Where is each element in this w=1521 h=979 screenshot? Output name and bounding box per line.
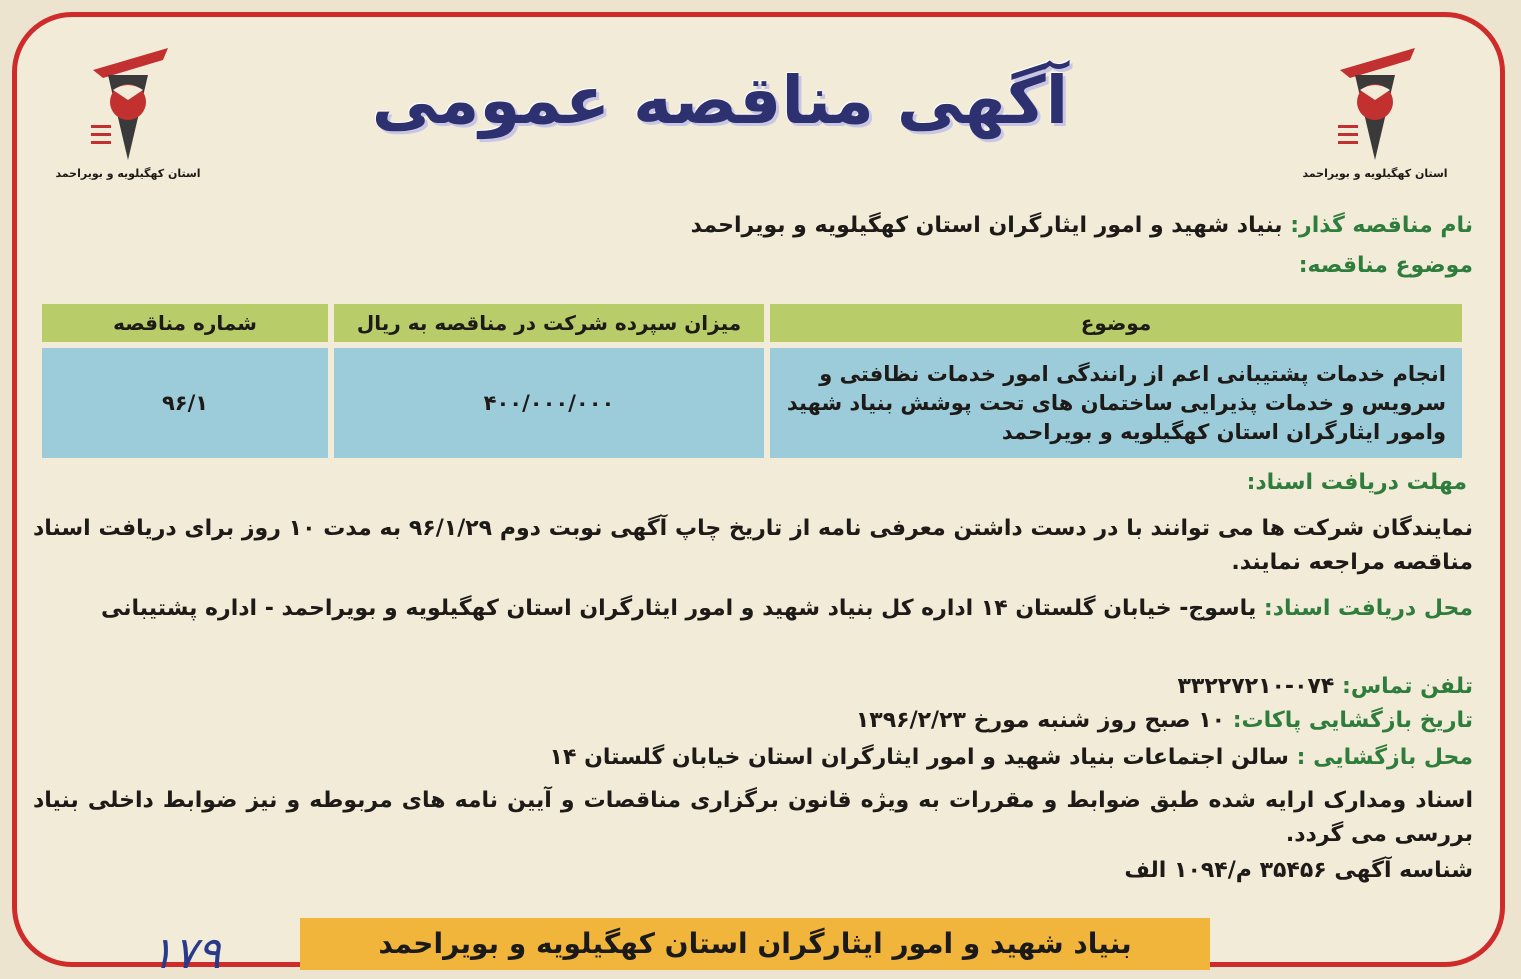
cell-subject: انجام خدمات پشتیبانی اعم از رانندگی امور خدمات نظافتی و سرویس و خدمات پذیرایی ساختمان های تحت پوشش بنیاد شهید وامور ایثارگران استان کهگیلویه و بویراحمد — [770, 348, 1462, 458]
location-value: یاسوج- خیابان گلستان ۱۴ اداره کل بنیاد شهید و امور ایثارگران استان کهگیلویه و بویراحمد - اداره پشتیبانی — [101, 596, 1257, 621]
cell-number: ۹۶/۱ — [42, 348, 328, 458]
tender-giver-label: نام مناقصه گذار: — [1290, 213, 1473, 238]
phone-value: ۰۷۴-۳۳۲۲۷۲۱۰ — [1177, 674, 1335, 699]
subject-line — [1299, 253, 1473, 278]
deadline-heading — [1247, 470, 1467, 495]
subject-label: موضوع مناقصه: — [1298, 253, 1473, 278]
deadline-label: مهلت دریافت اسناد: — [1246, 470, 1467, 495]
bonyad-emblem-icon — [73, 40, 183, 165]
bonyad-emblem-icon — [1320, 40, 1430, 165]
header-number: شماره مناقصه — [42, 304, 328, 342]
header-deposit: میزان سپرده شرکت در مناقصه به ریال — [334, 304, 764, 342]
tender-table — [36, 298, 1468, 464]
opening-date-label: تاریخ بازگشایی پاکات: — [1232, 708, 1473, 733]
logo-right — [1285, 40, 1465, 180]
opening-date-value: ۱۰ صبح روز شنبه مورخ ۱۳۹۶/۲/۲۳ — [855, 708, 1226, 733]
deadline-paragraph: نمایندگان شرکت ها می توانند با در دست داشتن معرفی نامه از تاریخ چاپ آگهی نوبت دوم ۹۶/۱/۲۹ به مدت ۱۰ روز برای دریافت اسناد مناقصه مراجعه نمایند. — [33, 516, 1473, 575]
logo-caption-right: استان کهگیلویه و بویراحمد — [1302, 167, 1448, 180]
handwritten-page-mark: ۱۷۹ — [150, 928, 221, 979]
opening-date-line — [856, 708, 1473, 733]
phone-label: تلفن تماس: — [1342, 674, 1473, 699]
location-label: محل دریافت اسناد: — [1263, 596, 1473, 621]
table-row — [42, 348, 1462, 458]
documents-paragraph: اسناد ومدارک ارایه شده طبق ضوابط و مقررات به ویژه قانون برگزاری مناقصات و آیین نامه های مربوطه و نیز ضوابط داخلی بنیاد بررسی می گردد. — [33, 788, 1473, 847]
table-header-row — [42, 304, 1462, 342]
notice-title: آگهی مناقصه عمومی — [371, 62, 1069, 139]
cell-deposit: ۴۰۰/۰۰۰/۰۰۰ — [334, 348, 764, 458]
ad-id-line: شناسه آگهی ۳۵۴۵۶ م/۱۰۹۴ الف — [1124, 858, 1473, 883]
opening-place-label: محل بازگشایی : — [1296, 745, 1473, 770]
header-subject: موضوع — [770, 304, 1462, 342]
logo-caption-left: استان کهگیلویه و بویراحمد — [55, 167, 201, 180]
location-paragraph — [33, 592, 1473, 626]
tender-giver-line — [691, 213, 1473, 238]
tender-giver-value: بنیاد شهید و امور ایثارگران استان کهگیلویه و بویراحمد — [690, 213, 1283, 238]
logo-left — [38, 40, 218, 180]
opening-place-value: سالن اجتماعات بنیاد شهید و امور ایثارگران استان خیابان گلستان ۱۴ — [549, 745, 1289, 770]
phone-line — [1178, 674, 1474, 699]
footer-band: بنیاد شهید و امور ایثارگران استان کهگیلویه و بویراحمد — [300, 918, 1210, 970]
opening-place-line — [550, 745, 1473, 770]
